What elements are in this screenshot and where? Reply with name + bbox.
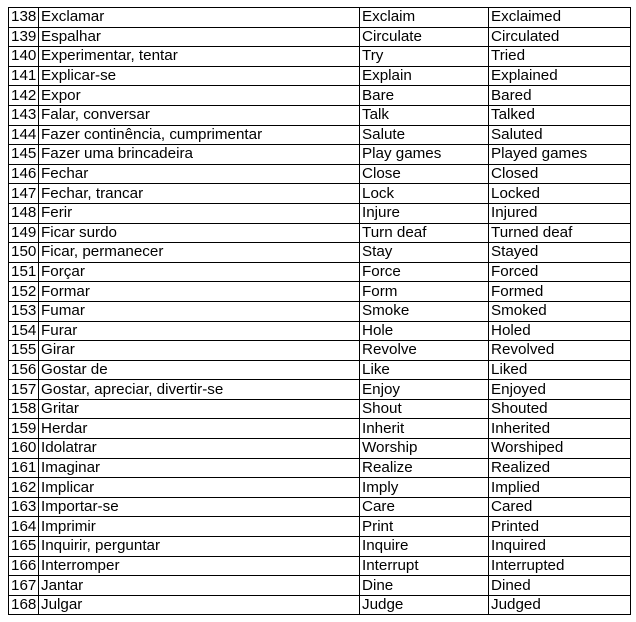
row-number: 163 xyxy=(9,497,39,517)
english-past: Formed xyxy=(489,282,631,302)
table-row xyxy=(9,380,631,400)
table-row xyxy=(9,301,631,321)
table-row xyxy=(9,399,631,419)
table-row xyxy=(9,517,631,537)
english-past: Realized xyxy=(489,458,631,478)
row-number: 140 xyxy=(9,47,39,67)
english-present: Stay xyxy=(360,243,489,263)
portuguese-verb: Idolatrar xyxy=(39,439,360,459)
table-row xyxy=(9,478,631,498)
portuguese-verb: Implicar xyxy=(39,478,360,498)
table-row xyxy=(9,262,631,282)
portuguese-verb: Fazer continência, cumprimentar xyxy=(39,125,360,145)
english-present: Talk xyxy=(360,105,489,125)
portuguese-verb: Ficar surdo xyxy=(39,223,360,243)
table-row xyxy=(9,145,631,165)
table-row xyxy=(9,125,631,145)
table-row xyxy=(9,360,631,380)
table-row xyxy=(9,341,631,361)
table-row xyxy=(9,184,631,204)
table-row xyxy=(9,321,631,341)
english-present: Interrupt xyxy=(360,556,489,576)
portuguese-verb: Explicar-se xyxy=(39,66,360,86)
portuguese-verb: Falar, conversar xyxy=(39,105,360,125)
english-present: Play games xyxy=(360,145,489,165)
table-row xyxy=(9,282,631,302)
english-present: Care xyxy=(360,497,489,517)
table-row xyxy=(9,537,631,557)
portuguese-verb: Expor xyxy=(39,86,360,106)
portuguese-verb: Interromper xyxy=(39,556,360,576)
table-row xyxy=(9,458,631,478)
english-past: Closed xyxy=(489,164,631,184)
table-row xyxy=(9,66,631,86)
table-row xyxy=(9,8,631,28)
portuguese-verb: Formar xyxy=(39,282,360,302)
row-number: 139 xyxy=(9,27,39,47)
portuguese-verb: Gritar xyxy=(39,399,360,419)
row-number: 142 xyxy=(9,86,39,106)
table-row xyxy=(9,595,631,615)
english-past: Saluted xyxy=(489,125,631,145)
row-number: 158 xyxy=(9,399,39,419)
row-number: 162 xyxy=(9,478,39,498)
table-row xyxy=(9,27,631,47)
portuguese-verb: Fechar xyxy=(39,164,360,184)
row-number: 144 xyxy=(9,125,39,145)
english-present: Injure xyxy=(360,203,489,223)
english-present: Force xyxy=(360,262,489,282)
english-present: Lock xyxy=(360,184,489,204)
row-number: 153 xyxy=(9,301,39,321)
english-present: Dine xyxy=(360,576,489,596)
english-present: Bare xyxy=(360,86,489,106)
row-number: 166 xyxy=(9,556,39,576)
table-row xyxy=(9,47,631,67)
english-present: Realize xyxy=(360,458,489,478)
english-past: Enjoyed xyxy=(489,380,631,400)
english-present: Exclaim xyxy=(360,8,489,28)
portuguese-verb: Imprimir xyxy=(39,517,360,537)
english-present: Explain xyxy=(360,66,489,86)
table-row xyxy=(9,86,631,106)
english-present: Shout xyxy=(360,399,489,419)
english-present: Like xyxy=(360,360,489,380)
row-number: 164 xyxy=(9,517,39,537)
english-present: Circulate xyxy=(360,27,489,47)
portuguese-verb: Gostar de xyxy=(39,360,360,380)
english-present: Worship xyxy=(360,439,489,459)
english-past: Explained xyxy=(489,66,631,86)
portuguese-verb: Experimentar, tentar xyxy=(39,47,360,67)
verb-table xyxy=(8,7,631,615)
english-present: Salute xyxy=(360,125,489,145)
english-past: Revolved xyxy=(489,341,631,361)
english-past: Judged xyxy=(489,595,631,615)
row-number: 138 xyxy=(9,8,39,28)
portuguese-verb: Ferir xyxy=(39,203,360,223)
english-past: Exclaimed xyxy=(489,8,631,28)
english-past: Cared xyxy=(489,497,631,517)
english-past: Talked xyxy=(489,105,631,125)
table-row xyxy=(9,105,631,125)
row-number: 155 xyxy=(9,341,39,361)
row-number: 150 xyxy=(9,243,39,263)
row-number: 154 xyxy=(9,321,39,341)
portuguese-verb: Ficar, permanecer xyxy=(39,243,360,263)
portuguese-verb: Herdar xyxy=(39,419,360,439)
portuguese-verb: Fumar xyxy=(39,301,360,321)
row-number: 157 xyxy=(9,380,39,400)
table-row xyxy=(9,203,631,223)
row-number: 143 xyxy=(9,105,39,125)
portuguese-verb: Importar-se xyxy=(39,497,360,517)
portuguese-verb: Gostar, apreciar, divertir-se xyxy=(39,380,360,400)
table-row xyxy=(9,164,631,184)
table-row xyxy=(9,556,631,576)
english-present: Inquire xyxy=(360,537,489,557)
english-present: Print xyxy=(360,517,489,537)
row-number: 168 xyxy=(9,595,39,615)
row-number: 146 xyxy=(9,164,39,184)
row-number: 156 xyxy=(9,360,39,380)
english-present: Enjoy xyxy=(360,380,489,400)
english-present: Revolve xyxy=(360,341,489,361)
row-number: 152 xyxy=(9,282,39,302)
portuguese-verb: Julgar xyxy=(39,595,360,615)
english-present: Imply xyxy=(360,478,489,498)
verb-table-body xyxy=(9,8,631,615)
portuguese-verb: Jantar xyxy=(39,576,360,596)
row-number: 147 xyxy=(9,184,39,204)
english-past: Worshiped xyxy=(489,439,631,459)
english-past: Locked xyxy=(489,184,631,204)
table-row xyxy=(9,439,631,459)
english-past: Inquired xyxy=(489,537,631,557)
english-past: Liked xyxy=(489,360,631,380)
portuguese-verb: Espalhar xyxy=(39,27,360,47)
english-past: Implied xyxy=(489,478,631,498)
portuguese-verb: Girar xyxy=(39,341,360,361)
english-present: Turn deaf xyxy=(360,223,489,243)
english-past: Circulated xyxy=(489,27,631,47)
english-past: Played games xyxy=(489,145,631,165)
english-past: Interrupted xyxy=(489,556,631,576)
table-row xyxy=(9,223,631,243)
portuguese-verb: Exclamar xyxy=(39,8,360,28)
english-past: Dined xyxy=(489,576,631,596)
table-row xyxy=(9,576,631,596)
row-number: 151 xyxy=(9,262,39,282)
english-present: Form xyxy=(360,282,489,302)
english-past: Bared xyxy=(489,86,631,106)
english-past: Holed xyxy=(489,321,631,341)
row-number: 149 xyxy=(9,223,39,243)
english-present: Smoke xyxy=(360,301,489,321)
english-present: Judge xyxy=(360,595,489,615)
portuguese-verb: Inquirir, perguntar xyxy=(39,537,360,557)
english-present: Close xyxy=(360,164,489,184)
table-row xyxy=(9,497,631,517)
english-past: Smoked xyxy=(489,301,631,321)
english-present: Inherit xyxy=(360,419,489,439)
portuguese-verb: Forçar xyxy=(39,262,360,282)
row-number: 148 xyxy=(9,203,39,223)
portuguese-verb: Imaginar xyxy=(39,458,360,478)
english-past: Shouted xyxy=(489,399,631,419)
english-past: Inherited xyxy=(489,419,631,439)
english-past: Injured xyxy=(489,203,631,223)
row-number: 167 xyxy=(9,576,39,596)
english-past: Printed xyxy=(489,517,631,537)
portuguese-verb: Fechar, trancar xyxy=(39,184,360,204)
row-number: 161 xyxy=(9,458,39,478)
english-past: Forced xyxy=(489,262,631,282)
row-number: 145 xyxy=(9,145,39,165)
row-number: 160 xyxy=(9,439,39,459)
table-row xyxy=(9,419,631,439)
table-row xyxy=(9,243,631,263)
row-number: 159 xyxy=(9,419,39,439)
portuguese-verb: Furar xyxy=(39,321,360,341)
english-past: Stayed xyxy=(489,243,631,263)
english-past: Tried xyxy=(489,47,631,67)
portuguese-verb: Fazer uma brincadeira xyxy=(39,145,360,165)
row-number: 141 xyxy=(9,66,39,86)
row-number: 165 xyxy=(9,537,39,557)
english-past: Turned deaf xyxy=(489,223,631,243)
english-present: Try xyxy=(360,47,489,67)
english-present: Hole xyxy=(360,321,489,341)
